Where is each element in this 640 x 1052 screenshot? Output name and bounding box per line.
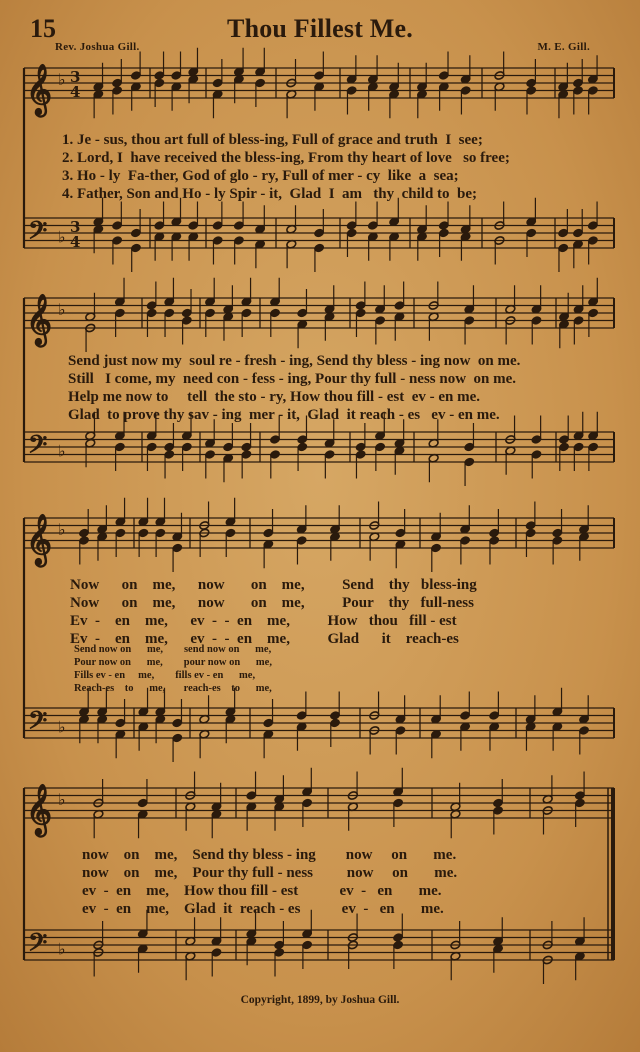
time-signature-bottom: 4 bbox=[70, 83, 81, 101]
flat-icon: ♭ bbox=[58, 300, 66, 319]
bass-clef-icon: 𝄢 bbox=[28, 706, 48, 742]
treble-clef-icon: 𝄞 bbox=[26, 294, 53, 345]
composer-credit: M. E. Gill. bbox=[537, 41, 590, 53]
alto-echo-1: Send now on me, send now on me, bbox=[74, 644, 272, 655]
hymn-number: 15 bbox=[30, 14, 56, 43]
verse-4-line-2: Glad to prove thy sav - ing mer - it, Glad it reach - es ev - en me. bbox=[68, 407, 500, 423]
treble-clef-icon: 𝄞 bbox=[26, 514, 53, 565]
verse-1-chorus-line-2: now on me, Send thy bless - ing now on me. bbox=[82, 847, 457, 863]
verse-3-chorus-line-1: Ev - en me, ev - - en me, How thou fill - est bbox=[70, 613, 457, 629]
alto-echo-3: Fills ev - en me, fills ev - en me, bbox=[74, 670, 256, 681]
verse-3-chorus-line-2: ev - en me, How thou fill - est ev - en me. bbox=[82, 883, 442, 899]
verse-2-chorus-line-1: Now on me, now on me, Pour thy full-ness bbox=[70, 595, 474, 611]
flat-icon: ♭ bbox=[58, 441, 66, 461]
flat-icon: ♭ bbox=[58, 227, 66, 247]
time-signature-bottom: 4 bbox=[70, 233, 81, 251]
verse-2-chorus-line-2: now on me, Pour thy full - ness now on me. bbox=[82, 865, 458, 881]
verse-1-chorus-line-1: Now on me, now on me, Send thy bless-ing bbox=[70, 577, 477, 593]
verse-2-line-1: 2. Lord, I have received the bless-ing, From thy heart of love so free; bbox=[62, 150, 510, 166]
lyricist-credit: Rev. Joshua Gill. bbox=[55, 41, 140, 53]
flat-icon: ♭ bbox=[58, 790, 66, 809]
treble-clef-icon: 𝄞 bbox=[26, 784, 53, 835]
hymn-title: Thou Fillest Me. bbox=[227, 14, 413, 43]
bass-clef-icon: 𝄢 bbox=[28, 430, 48, 466]
treble-clef-icon: 𝄞 bbox=[26, 64, 53, 115]
verse-4-chorus-line-2: ev - en me, Glad it reach - es ev - en me. bbox=[82, 901, 444, 917]
time-signature-top: 3 bbox=[70, 68, 81, 86]
verse-4-line-1: 4. Father, Son and Ho - ly Spir - it, Glad I am thy child to be; bbox=[62, 186, 478, 202]
alto-echo-2: Pour now on me, pour now on me, bbox=[74, 657, 272, 668]
flat-icon: ♭ bbox=[58, 70, 66, 89]
verse-3-line-2: Help me now to tell the sto - ry, How thou fill - est ev - en me. bbox=[68, 389, 481, 405]
bass-clef-icon: 𝄢 bbox=[28, 216, 48, 252]
bass-clef-icon: 𝄢 bbox=[28, 928, 48, 964]
copyright-notice: Copyright, 1899, by Joshua Gill. bbox=[240, 994, 400, 1006]
flat-icon: ♭ bbox=[58, 939, 66, 959]
verse-1-line-1: 1. Je - sus, thou art full of bless-ing, Full of grace and truth I see; bbox=[62, 132, 483, 148]
time-signature-top: 3 bbox=[70, 218, 81, 236]
alto-echo-4: Reach-es to me, reach-es to me, bbox=[74, 683, 272, 694]
flat-icon: ♭ bbox=[58, 520, 66, 539]
verse-3-line-1: 3. Ho - ly Fa-ther, God of glo - ry, Full of mer - cy like a sea; bbox=[62, 168, 459, 184]
verse-1-line-2: Send just now my soul re - fresh - ing, Send thy bless - ing now on me. bbox=[68, 353, 521, 369]
flat-icon: ♭ bbox=[58, 717, 66, 737]
verse-4-chorus-line-1: Ev - en me, ev - - en me, Glad it reach-es bbox=[70, 631, 459, 647]
verse-2-line-2: Still I come, my need con - fess - ing, Pour thy full - ness now on me. bbox=[68, 371, 517, 387]
